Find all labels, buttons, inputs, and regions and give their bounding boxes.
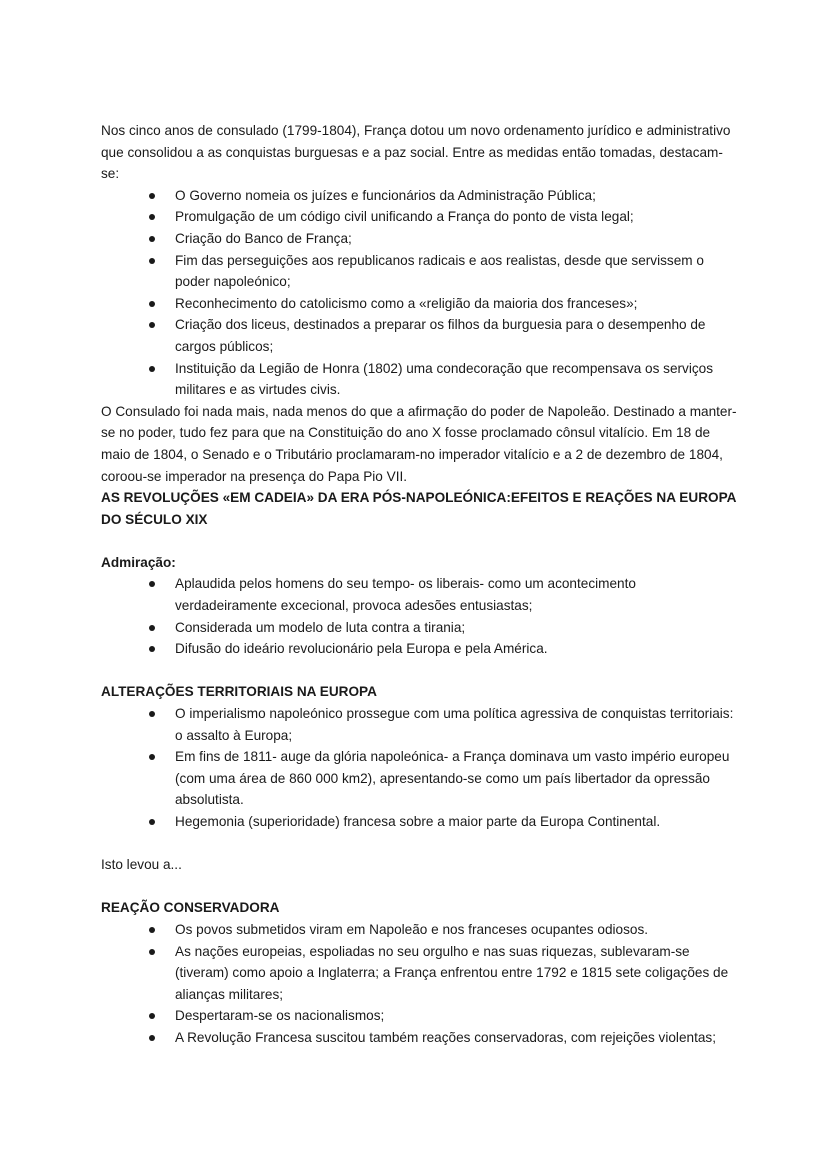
list-item <box>175 811 741 833</box>
list-item <box>175 617 741 639</box>
territorial-list <box>101 703 741 833</box>
list-item <box>175 1005 741 1027</box>
bullet-icon <box>149 301 155 307</box>
bullet-icon <box>149 258 155 264</box>
list-item-text: Criação do Banco de França; <box>175 230 352 246</box>
list-item <box>175 638 741 660</box>
transition-text: Isto levou a... <box>101 857 182 873</box>
list-item-text: Em fins de 1811- auge da glória napoleónica- a França dominava um vasto império europeu (com uma área de 860 000 km2), apresentando-se como um país libertador da opressão absolutista. <box>175 749 730 808</box>
list-item-text: Criação dos liceus, destinados a preparar os filhos da burguesia para o desempenho de cargos públicos; <box>175 317 706 354</box>
list-item <box>175 206 741 228</box>
bullet-icon <box>149 366 155 372</box>
list-item <box>175 919 741 941</box>
list-item <box>175 250 741 293</box>
bullet-icon <box>149 322 155 328</box>
list-item-text: O Governo nomeia os juízes e funcionários da Administração Pública; <box>175 187 596 203</box>
admiration-list <box>101 573 741 659</box>
list-item <box>175 746 741 811</box>
bullet-icon <box>149 927 155 933</box>
list-item <box>175 358 741 401</box>
bullet-icon <box>149 711 155 717</box>
bullet-icon <box>149 949 155 955</box>
list-item-text: A Revolução Francesa suscitou também reações conservadoras, com rejeições violentas; <box>175 1029 716 1045</box>
list-item-text: Reconhecimento do catolicismo como a «religião da maioria dos franceses»; <box>175 295 638 311</box>
list-item-text: Aplaudida pelos homens do seu tempo- os liberais- como um acontecimento verdadeiramente excecional, provoca adesões entusiastas; <box>175 576 636 614</box>
territorial-heading: ALTERAÇÕES TERRITORIAIS NA EUROPA <box>101 684 377 700</box>
bullet-icon <box>149 193 155 199</box>
reaction-heading: REAÇÃO CONSERVADORA <box>101 900 280 916</box>
measures-list <box>101 185 741 401</box>
list-item <box>175 941 741 1006</box>
list-item <box>175 228 741 250</box>
list-item-text: Fim das perseguições aos republicanos radicais e aos realistas, desde que servissem o poder napoleónico; <box>175 252 704 290</box>
bullet-icon <box>149 754 155 760</box>
list-item <box>175 573 741 616</box>
list-item-text: Hegemonia (superioridade) francesa sobre a maior parte da Europa Continental. <box>175 814 661 829</box>
list-item-text: Considerada um modelo de luta contra a tirania; <box>175 619 466 635</box>
list-item <box>175 314 741 357</box>
list-item-text: As nações europeias, espoliadas no seu orgulho e nas suas riquezas, sublevaram-se (tiveram) como apoio a Inglaterra; a França enfrentou entre 1792 e 1815 sete coligações de alianças militares; <box>175 943 729 1002</box>
consulate-paragraph: O Consulado foi nada mais, nada menos do que a afirmação do poder de Napoleão. Destinado a manter-se no poder, tudo fez para que na Constituição do ano X fosse proclamado cônsul vitalício. Em 18 de maio de 1804, o Senado e o Tributário proclamaram-no imperador vitalício e a 2 de dezembro de 1804, coroou-se imperador na presença do Papa Pio VII. <box>101 403 737 484</box>
bullet-icon <box>149 1013 155 1019</box>
bullet-icon <box>149 646 155 652</box>
list-item-text: O imperialismo napoleónico prossegue com uma política agressiva de conquistas territoriais: o assalto à Europa; <box>175 706 734 743</box>
list-item <box>175 293 741 315</box>
bullet-icon <box>149 819 155 825</box>
list-item-text: Despertaram-se os nacionalismos; <box>175 1008 385 1024</box>
list-item-text: Os povos submetidos viram em Napoleão e nos franceses ocupantes odiosos. <box>175 921 649 937</box>
spacer <box>101 833 741 855</box>
list-item-text: Instituição da Legião de Honra (1802) uma condecoração que recompensava os serviços militares e as virtudes civis. <box>175 360 714 398</box>
reaction-list <box>101 919 741 1049</box>
document-page <box>101 120 741 1049</box>
list-item-text: Difusão do ideário revolucionário pela Europa e pela América. <box>175 641 548 657</box>
bullet-icon <box>149 1035 155 1041</box>
bullet-icon <box>149 214 155 220</box>
bullet-icon <box>149 581 155 587</box>
list-item <box>175 185 741 207</box>
spacer <box>101 530 741 552</box>
list-item <box>175 1027 741 1049</box>
admiration-heading: Admiração: <box>101 554 176 570</box>
section-title: AS REVOLUÇÕES «EM CADEIA» DA ERA PÓS-NAPOLEÓNICA:EFEITOS E REAÇÕES NA EUROPA DO SÉCULO XIX <box>101 490 736 527</box>
bullet-icon <box>149 236 155 242</box>
spacer <box>101 876 741 898</box>
intro-paragraph: Nos cinco anos de consulado (1799-1804), França dotou um novo ordenamento jurídico e administrativo que consolidou a as conquistas burguesas e a paz social. Entre as medidas então tomadas, destacam-se: <box>101 123 731 182</box>
bullet-icon <box>149 625 155 631</box>
spacer <box>101 660 741 682</box>
list-item <box>175 703 741 746</box>
list-item-text: Promulgação de um código civil unificando a França do ponto de vista legal; <box>175 209 634 225</box>
